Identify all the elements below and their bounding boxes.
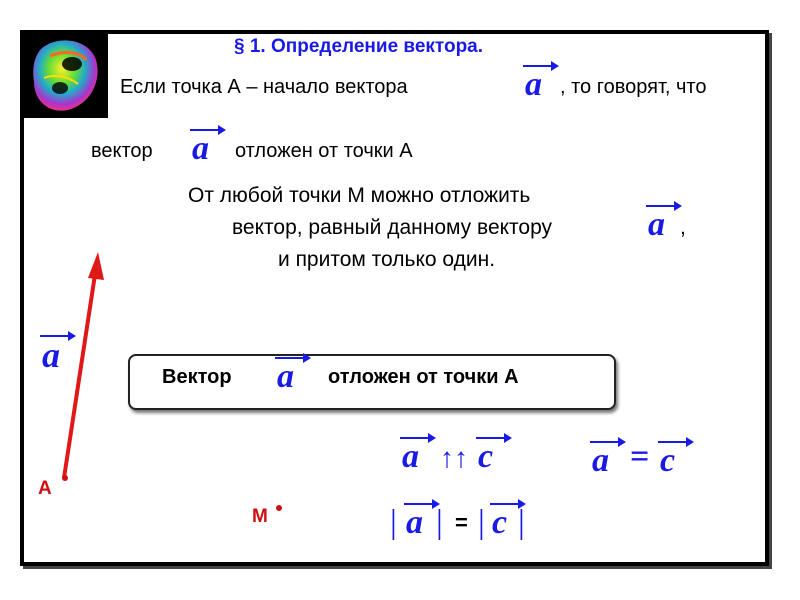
abs-bar-right-open: | (478, 504, 485, 541)
intro-text-part2: , то говорят, что (560, 76, 707, 98)
length-right-vector: c (492, 506, 507, 540)
vector-arrow-icon (474, 432, 512, 444)
vector-a-symbol: a (192, 132, 209, 166)
vector-arrow-icon (402, 498, 440, 510)
callout-text-part2: отложен от точки А (328, 366, 519, 388)
length-left-vector: a (406, 506, 423, 540)
statement-line3: и притом только один. (278, 248, 496, 271)
slide-title: § 1. Определение вектора. (234, 36, 484, 57)
codirectional-left-vector: a (402, 440, 419, 474)
vector-arrow-icon (38, 330, 76, 342)
callout-text-part1: Вектор (162, 366, 232, 388)
vector-arrow-icon (398, 432, 436, 444)
abs-bar-left-open: | (390, 504, 397, 541)
length-equals-sign: = (455, 510, 468, 535)
definition-text-part2: отложен от точки А (235, 140, 413, 162)
equality-sign: = (630, 438, 650, 475)
vector-arrow-icon (656, 436, 694, 448)
point-m-label: M (252, 506, 268, 527)
point-a-label: A (38, 478, 52, 499)
point-m-dot (276, 505, 282, 511)
intro-text-part1: Если точка А – начало вектора (120, 76, 408, 98)
statement-comma: , (680, 216, 686, 239)
statement-line1: От любой точки М можно отложить (188, 184, 531, 207)
codirectional-symbol: ↑↑ (440, 442, 468, 473)
codirectional-right-vector: c (478, 440, 493, 474)
vector-arrow-icon (588, 436, 626, 448)
abs-bar-right-close: | (518, 504, 525, 541)
equality-left-vector: a (592, 444, 609, 478)
left-vector-label: a (42, 338, 60, 372)
vector-a-symbol: a (648, 208, 665, 242)
vector-a-symbol: a (277, 360, 294, 394)
definition-text-part1: вектор (91, 140, 153, 162)
statement-line2: вектор, равный данному вектору (232, 216, 553, 239)
vector-a-symbol: a (525, 68, 542, 102)
abs-bar-left-close: | (436, 504, 443, 541)
point-a-dot (62, 475, 68, 481)
equality-right-vector: c (660, 444, 675, 478)
